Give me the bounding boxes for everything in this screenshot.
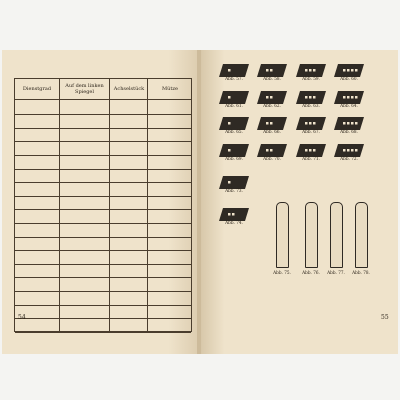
rank-pip: [343, 149, 346, 152]
table-cell: [60, 197, 109, 209]
rank-pip: [355, 69, 358, 72]
table-cell: [60, 184, 109, 196]
collar-tab-insignia: [296, 115, 326, 128]
figure-label: Abb. 63.: [302, 103, 320, 108]
table-cell: [110, 143, 147, 155]
table-cell: [110, 252, 147, 264]
collar-tab-insignia: [334, 89, 364, 102]
rank-pip: [270, 96, 273, 99]
table-cell: [110, 306, 147, 318]
page-number: 54: [18, 314, 26, 321]
figure-label: Abb. 68.: [340, 129, 358, 134]
rank-pip: [351, 96, 354, 99]
figure-label: Abb. 70.: [263, 156, 281, 161]
table-cell: [16, 116, 59, 128]
rank-pip: [351, 69, 354, 72]
table-cell: [148, 292, 192, 304]
figure-label: Abb. 78.: [352, 270, 370, 275]
row-divider: [15, 332, 191, 333]
table-cell: [148, 211, 192, 223]
collar-tab-insignia: [334, 142, 364, 155]
table-cell: [110, 224, 147, 236]
column-header-shoulder-board: Achselstück: [113, 86, 145, 92]
table-cell: [60, 279, 109, 291]
table-cell: [16, 143, 59, 155]
rank-pip: [228, 181, 231, 184]
table-cell: [60, 252, 109, 264]
figure-label: Abb. 71.: [302, 156, 320, 161]
page-number: 55: [381, 314, 389, 321]
rank-pip: [309, 149, 312, 152]
collar-tab-insignia: [219, 62, 249, 75]
table-cell: [60, 129, 109, 141]
rank-pip: [343, 69, 346, 72]
table-cell: [16, 129, 59, 141]
collar-tab-insignia: [257, 142, 287, 155]
figure-label: Abb. 61.: [225, 103, 243, 108]
collar-tab-insignia: [296, 89, 326, 102]
table-cell: [16, 184, 59, 196]
table-cell: [110, 197, 147, 209]
rank-pip: [228, 149, 231, 152]
shoulder-board-insignia: [305, 202, 318, 268]
rank-pip: [270, 69, 273, 72]
table-cell: [148, 252, 192, 264]
table-cell: [148, 143, 192, 155]
table-cell: [148, 156, 192, 168]
table-cell: [16, 102, 59, 114]
figure-label: Abb. 77.: [327, 270, 345, 275]
table-cell: [60, 292, 109, 304]
table-cell: [110, 292, 147, 304]
figure-label: Abb. 58.: [263, 76, 281, 81]
rank-pip: [309, 69, 312, 72]
table-cell: [148, 224, 192, 236]
table-cell: [60, 102, 109, 114]
table-cell: [148, 320, 192, 332]
table-cell: [110, 279, 147, 291]
rank-pip: [266, 69, 269, 72]
collar-tab-insignia: [219, 115, 249, 128]
column-header-rank: Dienstgrad: [22, 86, 52, 92]
rank-pip: [351, 149, 354, 152]
table-cell: [16, 170, 59, 182]
collar-tab-insignia: [296, 62, 326, 75]
table-cell: [148, 197, 192, 209]
right-page: [201, 50, 398, 354]
table-cell: [60, 211, 109, 223]
table-cell: [110, 265, 147, 277]
open-book: [2, 50, 398, 354]
column-header-collar-tab: Auf dem linken Spiegel: [65, 83, 104, 95]
collar-tab-insignia: [334, 62, 364, 75]
figure-label: Abb. 67.: [302, 129, 320, 134]
collar-tab-insignia: [219, 142, 249, 155]
table-cell: [110, 184, 147, 196]
rank-insignia-table: [14, 78, 192, 332]
table-cell: [148, 102, 192, 114]
figure-label: Abb. 57.: [225, 76, 243, 81]
table-cell: [16, 292, 59, 304]
table-cell: [16, 265, 59, 277]
figure-label: Abb. 66.: [263, 129, 281, 134]
column-header-cap: Mütze: [162, 86, 178, 92]
table-cell: [148, 306, 192, 318]
figure-label: Abb. 64.: [340, 103, 358, 108]
table-cell: [148, 238, 192, 250]
table-cell: [110, 238, 147, 250]
table-cell: [16, 320, 59, 332]
collar-tab-insignia: [219, 174, 249, 187]
rank-pip: [266, 149, 269, 152]
rank-pip: [347, 96, 350, 99]
rank-pip: [305, 149, 308, 152]
table-cell: [60, 320, 109, 332]
table-cell: [16, 238, 59, 250]
rank-pip: [270, 122, 273, 125]
header-divider: [15, 99, 191, 100]
table-cell: [60, 265, 109, 277]
rank-pip: [343, 122, 346, 125]
table-cell: [60, 116, 109, 128]
figure-label: Abb. 76.: [302, 270, 320, 275]
table-cell: [60, 156, 109, 168]
rank-pip: [305, 96, 308, 99]
table-cell: [148, 184, 192, 196]
table-cell: [60, 170, 109, 182]
rank-pip: [355, 96, 358, 99]
table-cell: [60, 143, 109, 155]
rank-pip: [270, 149, 273, 152]
rank-pip: [232, 213, 235, 216]
shoulder-board-insignia: [276, 202, 289, 268]
rank-pip: [228, 96, 231, 99]
rank-pip: [343, 96, 346, 99]
rank-pip: [266, 96, 269, 99]
rank-pip: [228, 122, 231, 125]
rank-pip: [351, 122, 354, 125]
left-page: [2, 50, 198, 354]
figure-label: Abb. 60.: [340, 76, 358, 81]
table-cell: [110, 116, 147, 128]
shoulder-board-insignia: [355, 202, 368, 268]
rank-pip: [355, 122, 358, 125]
table-cell: [148, 279, 192, 291]
table-cell: [110, 102, 147, 114]
collar-tab-insignia: [257, 115, 287, 128]
figure-label: Abb. 69.: [225, 156, 243, 161]
rank-pip: [313, 149, 316, 152]
collar-tab-insignia: [257, 62, 287, 75]
rank-pip: [309, 96, 312, 99]
figure-label: Abb. 65.: [225, 129, 243, 134]
rank-pip: [228, 69, 231, 72]
rank-pip: [347, 122, 350, 125]
figure-label: Abb. 73.: [225, 188, 243, 193]
figure-label: Abb. 75.: [273, 270, 291, 275]
rank-pip: [313, 69, 316, 72]
table-cell: [110, 170, 147, 182]
rank-pip: [228, 213, 231, 216]
table-cell: [60, 306, 109, 318]
collar-tab-insignia: [296, 142, 326, 155]
table-cell: [60, 238, 109, 250]
table-cell: [148, 265, 192, 277]
table-cell: [148, 170, 192, 182]
table-cell: [110, 320, 147, 332]
rank-pip: [347, 149, 350, 152]
table-cell: [16, 197, 59, 209]
table-cell: [110, 156, 147, 168]
collar-tab-insignia: [257, 89, 287, 102]
rank-pip: [309, 122, 312, 125]
table-cell: [16, 211, 59, 223]
rank-pip: [266, 122, 269, 125]
rank-pip: [313, 96, 316, 99]
figure-label: Abb. 62.: [263, 103, 281, 108]
table-cell: [16, 224, 59, 236]
rank-pip: [355, 149, 358, 152]
table-cell: [16, 279, 59, 291]
figure-label: Abb. 59.: [302, 76, 320, 81]
figure-label: Abb. 72.: [340, 156, 358, 161]
collar-tab-insignia: [219, 206, 249, 219]
table-cell: [110, 211, 147, 223]
rank-pip: [313, 122, 316, 125]
collar-tab-insignia: [219, 89, 249, 102]
shoulder-board-insignia: [330, 202, 343, 268]
rank-pip: [347, 69, 350, 72]
rank-pip: [305, 69, 308, 72]
collar-tab-insignia: [334, 115, 364, 128]
rank-pip: [305, 122, 308, 125]
figure-label: Abb. 74.: [225, 220, 243, 225]
table-cell: [16, 156, 59, 168]
table-cell: [148, 129, 192, 141]
table-cell: [110, 129, 147, 141]
table-cell: [60, 224, 109, 236]
table-cell: [148, 116, 192, 128]
table-cell: [16, 252, 59, 264]
